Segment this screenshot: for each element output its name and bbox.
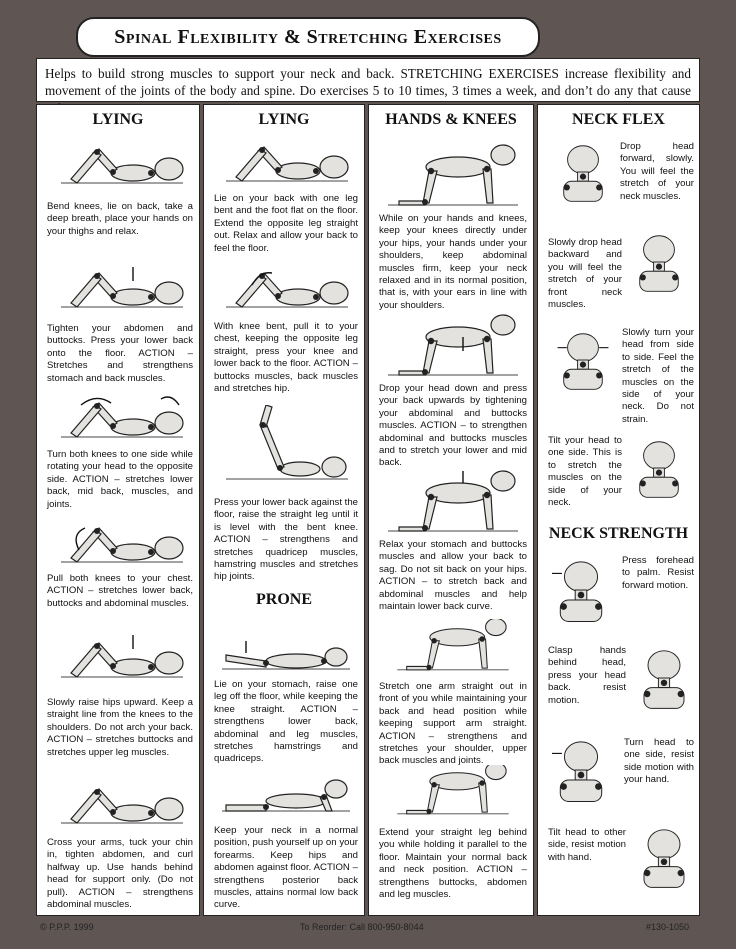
exercise-figure: [556, 139, 610, 205]
exercise-instruction: Pull both knees to your chest. ACTION – stretches lower back, buttocks and abdominal muscles.: [47, 573, 193, 609]
exercise-figure: [51, 265, 191, 315]
exercise-figure: [552, 735, 610, 805]
section-heading-neck-strength: NECK STRENGTH: [548, 525, 689, 542]
exercise-instruction: Keep your neck in a normal position, push yourself up on your forearms. Keep hips and abdomen against floor. ACTION – strengthens posterior back muscles, attains normal low back curve.: [214, 825, 358, 911]
exercise-figure: [216, 775, 356, 815]
exercise-instruction: Drop head forward, slowly. You will feel the stretch of your neck muscles.: [620, 141, 694, 202]
page-title: Spinal Flexibility & Stretching Exercises: [114, 25, 502, 48]
exercise-figure: [51, 520, 191, 570]
exercise-figure: [383, 141, 523, 211]
footer-code: #130-1050: [646, 922, 690, 932]
exercise-instruction: Slowly turn your head from side to side. Feel the stretch of the muscles on the side of your neck. Do not strain.: [622, 327, 694, 425]
exercise-instruction: With knee bent, pull it to your chest, keeping the opposite leg straight, press your knee and lower back to the floor. ACTION – buttocks muscles, back muscles and stretches hip.: [214, 321, 358, 395]
footer-reorder: To Reorder: Call 800-950-8044: [300, 922, 424, 932]
exercise-figure: [552, 555, 610, 625]
column-heading: LYING: [258, 111, 310, 128]
exercise-instruction: Turn head to one side, resist side motion with your hand.: [624, 737, 694, 786]
column-heading: LYING: [92, 111, 144, 128]
exercise-instruction: Drop your head down and press your back upwards by tightening your abdominal and buttocks muscles. ACTION – to strengthen abdominal and buttocks muscles and to stretch your lower and mid back.: [379, 383, 527, 469]
exercise-figure: [51, 395, 191, 445]
exercise-figure: [383, 619, 523, 679]
footer-copyright: © P.P.P. 1999: [40, 922, 94, 932]
exercise-figure: [51, 781, 191, 831]
exercise-figure: [51, 141, 191, 191]
exercise-figure: [636, 821, 692, 893]
column-lying-1: [36, 104, 200, 916]
exercise-figure: [216, 405, 356, 485]
title-banner: [76, 17, 540, 57]
exercise-instruction: Press forehead to palm. Resist forward motion.: [622, 555, 694, 591]
exercise-instruction: Lie on your back with one leg bent and the foot flat on the floor. Extend the opposite leg straight out. Relax and allow your back to feel the floor.: [214, 193, 358, 254]
column-lying-2: [203, 104, 365, 916]
exercise-figure: [216, 265, 356, 315]
column-hands-knees: [368, 104, 534, 916]
exercise-instruction: Tilt head to other side, resist motion with hand.: [548, 827, 626, 863]
exercise-instruction: Tilt your head to one side. This is to stretch the muscles on the side of your neck.: [548, 435, 622, 509]
exercise-instruction: Stretch one arm straight out in front of you while maintaining your back and head position while keeping support arm straight. ACTION – strengthens and stretches your shoulder, upper back muscles and joints.: [379, 681, 527, 767]
column-heading: NECK FLEX: [572, 111, 665, 128]
exercise-figure: [632, 435, 686, 501]
exercise-instruction: Relax your stomach and buttocks muscles and allow your back to sag. Do not sit back on your hips. ACTION – to stretch back and abdominal muscles and help maintain lower back curve.: [379, 539, 527, 613]
exercise-figure: [383, 467, 523, 537]
exercise-instruction: Turn both knees to one side while rotating your head to the opposite side. ACTION – stretches lower back, mid back, muscles, and joints.: [47, 449, 193, 510]
exercise-figure: [216, 139, 356, 189]
exercise-figure: [556, 327, 610, 393]
section-heading-prone: PRONE: [256, 591, 312, 608]
exercise-instruction: Cross your arms, tuck your chin in, tighten abdomen, and curl halfway up. Use hands behind head for support only. (Do not pull). ACTION – strengthens abdominal muscles.: [47, 837, 193, 911]
intro-text: Helps to build strong muscles to support your neck and back. STRETCHING EXERCISES increase flexibility and movement of the joints of the body and spine. Do exercises 5 to 10 times, 3 times a week, and don’t do any that cause: [36, 58, 700, 102]
exercise-instruction: Press your lower back against the floor, raise the straight leg until it is level with the bent knee. ACTION – strengthens and stretches quadricep muscles, hamstring muscles and stretches hip joints.: [214, 497, 358, 583]
exercise-instruction: Slowly drop head backward and you will feel the stretch of your front neck muscles.: [548, 237, 622, 311]
exercise-instruction: Extend your straight leg behind you while holding it parallel to the floor. Maintain your normal back and neck position. ACTION – strengthens buttocks, abdomen and leg muscles.: [379, 827, 527, 901]
exercise-figure: [636, 645, 692, 711]
exercise-figure: [51, 635, 191, 685]
exercise-instruction: Tighten your abdomen and buttocks. Press your lower back onto the floor. ACTION – Stretches and strengthens stomach and back muscles.: [47, 323, 193, 384]
exercise-instruction: While on your hands and knees, keep your knees directly under your hips, your hands under your shoulders, keep abdominal muscles firm, keep your neck relaxed and in its normal position, that is, with your ears in line with your shoulders.: [379, 213, 527, 311]
column-neck: [537, 104, 700, 916]
exercise-figure: [383, 311, 523, 381]
exercise-instruction: Lie on your stomach, raise one leg off the floor, while keeping the knee straight. ACTION – strengthens lower back, abdominal and leg muscles, stretches hamstrings and quadriceps.: [214, 679, 358, 765]
column-heading: HANDS & KNEES: [385, 111, 517, 128]
exercise-instruction: Clasp hands behind head, press your head back. resist motion.: [548, 645, 626, 706]
exercise-figure: [216, 633, 356, 673]
exercise-figure: [632, 229, 686, 295]
exercise-instruction: Bend knees, lie on back, take a deep breath, place your hands on your thighs and relax.: [47, 201, 193, 237]
exercise-instruction: Slowly raise hips upward. Keep a straight line from the knees to the shoulders. Do not arch your back. ACTION – stretches buttocks and stretches upper leg muscles.: [47, 697, 193, 758]
exercise-figure: [383, 765, 523, 825]
